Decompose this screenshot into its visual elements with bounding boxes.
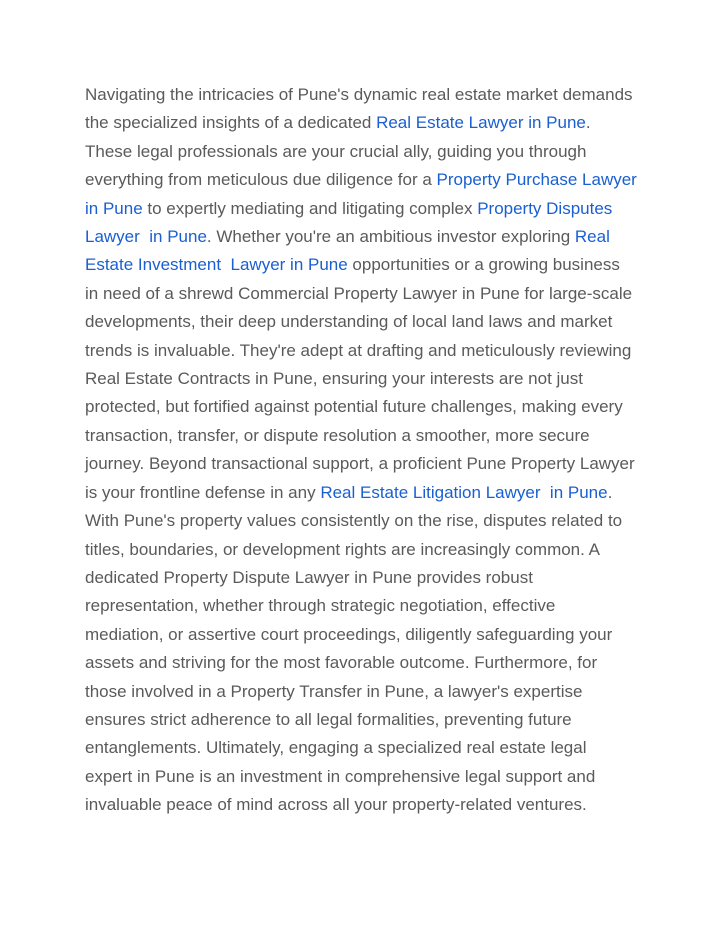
link-property-purchase-lawyer[interactable]: Property Purchase Lawyer in Pune [85, 170, 642, 218]
link-real-estate-lawyer[interactable]: Real Estate Lawyer in Pune [376, 113, 586, 133]
link-property-disputes-lawyer[interactable]: Property Disputes Lawyer in Pune [85, 198, 618, 247]
text-segment: to expertly mediating and litigating complex [142, 198, 478, 218]
text-segment: . These legal professionals are your crucial ally, guiding you through everything from meticulous due diligence for a [85, 113, 596, 190]
link-real-estate-investment-lawyer[interactable]: Real Estate Investment Lawyer in Pune [85, 227, 615, 275]
text-segment: . With Pune's property values consistently on the rise, disputes related to titles, boundaries, or development rights are increasingly common. A dedicated Property Dispute Lawyer in Pune provides robust representation, whether through strategic negotiation, effective mediation, or assertive court proceedings, diligently safeguarding your assets and striving for the most favorable outcome. Furthermore, for those involved in a Property Transfer in Pune, a lawyer's expertise ensures strict adherence to all legal formalities, preventing future entanglements. Ultimately, engaging a specialized real estate legal expert in Pune is an investment in comprehensive legal support and invaluable peace of mind across all your property-related ventures. [85, 482, 627, 815]
text-segment: opportunities or a growing business in need of a shrewd Commercial Property Lawyer in Pune for large-scale developments, their deep understanding of local land laws and market trends is invaluable. They're adept at drafting and meticulously reviewing Real Estate Contracts in Pune, ensuring your interests are not just protected, but fortified against potential future challenges, making every transaction, transfer, or dispute resolution a smoother, more secure journey. Beyond transactional support, a proficient Pune Property Lawyer is your frontline defense in any [85, 255, 640, 502]
text-segment: . Whether you're an ambitious investor exploring [206, 227, 575, 247]
link-real-estate-litigation-lawyer[interactable]: Real Estate Litigation Lawyer in Pune [320, 482, 608, 502]
body-paragraph [85, 81, 642, 820]
text-segment: Navigating the intricacies of Pune's dynamic real estate market demands the specialized insights of a dedicated [85, 85, 638, 133]
